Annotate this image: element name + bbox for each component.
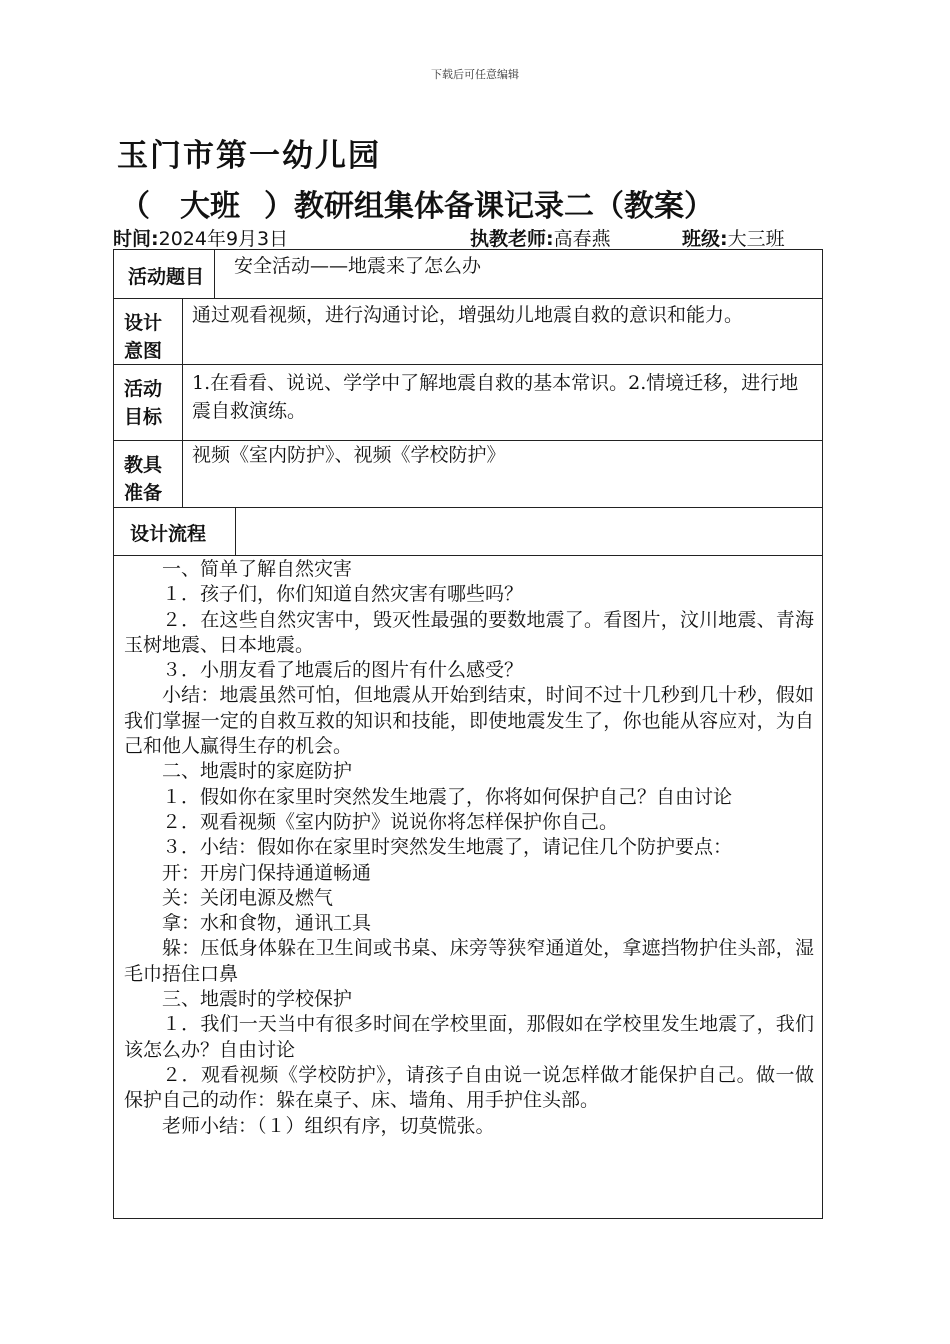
time-label: 时间:: [113, 228, 159, 250]
flow-paragraph: 老师小结：（１）组织有序，切莫慌张。: [162, 1114, 495, 1137]
goal-label-line2: 目标: [124, 406, 163, 428]
intent-label-line1: 设计: [124, 312, 163, 334]
intent-label-line2: 意图: [124, 340, 163, 362]
class-label: 班级:: [682, 228, 728, 250]
time-field: [113, 224, 288, 251]
intent-row: [114, 299, 822, 365]
teacher-field: [470, 224, 611, 251]
document-title: [112, 181, 824, 225]
topic-label: 活动题目: [114, 250, 215, 298]
goal-label-line1: 活动: [124, 378, 163, 400]
flow-header-row: [114, 508, 822, 556]
flow-paragraph: １．假如你在家里时突然发生地震了，你将如何保护自己？自由讨论: [162, 785, 733, 808]
flow-paragraph: 开：开房门保持通道畅通: [162, 861, 372, 884]
goal-row: [114, 365, 822, 441]
flow-paragraph: 拿：水和食物，通讯工具: [162, 912, 372, 935]
prep-label: [114, 441, 183, 507]
flow-paragraph: ３．小朋友看了地震后的图片有什么感受？: [162, 659, 524, 682]
prep-label-line1: 教具: [124, 454, 163, 476]
topic-value: 安全活动——地震来了怎么办: [234, 255, 482, 277]
class-value: 大三班: [727, 228, 785, 250]
flow-paragraph: １．孩子们，你们知道自然灾害有哪些吗？: [162, 583, 524, 606]
time-value: 2024年9月3日: [158, 228, 289, 250]
intent-value: 通过观看视频，进行沟通讨论，增强幼儿地震自救的意识和能力。: [192, 304, 744, 326]
topic-row: [114, 250, 822, 299]
download-note: 下载后可任意编辑: [431, 68, 519, 81]
flow-paragraph: ２．在这些自然灾害中，毁灭性最强的要数地震了。看图片，汶川地震、青海玉树地震、日本地震。: [124, 608, 814, 656]
flow-paragraph: 小结：地震虽然可怕，但地震从开始到结束，时间不过十几秒到几十秒，假如我们掌握一定的自救互救的知识和技能，即使地震发生了，你也能从容应对，为自己和他人赢得生存的机会。: [124, 684, 814, 758]
flow-paragraph: ３．小结：假如你在家里时突然发生地震了，请记住几个防护要点：: [162, 836, 733, 859]
flow-paragraph: 二、地震时的家庭防护: [162, 760, 353, 783]
meta-row: [113, 224, 825, 250]
lesson-plan-table: [113, 249, 823, 1219]
flow-paragraph: 一、简单了解自然灾害: [162, 558, 353, 580]
flow-paragraph: 关：关闭电源及燃气: [162, 886, 334, 909]
intent-label: [114, 299, 183, 364]
title-rest: ）教研组集体备课记录二（教案）: [264, 189, 714, 224]
title-open-paren: （: [120, 189, 150, 224]
teacher-label: 执教老师:: [470, 228, 554, 250]
flow-label: 设计流程: [114, 508, 236, 555]
goal-value: 1.在看看、说说、学学中了解地震自救的基本常识。2.情境迁移，进行地震自救演练。: [192, 372, 799, 422]
teacher-value: 高春燕: [553, 228, 611, 250]
flow-paragraph: ２．观看视频《室内防护》说说你将怎样保护你自己。: [162, 810, 619, 833]
flow-paragraph: １．我们一天当中有很多时间在学校里面，那假如在学校里发生地震了，我们该怎么办？自由讨论: [124, 1013, 814, 1061]
flow-paragraph: 三、地震时的学校保护: [162, 988, 353, 1011]
flow-body: [124, 557, 814, 1139]
prep-value: 视频《室内防护》、视频《学校防护》: [192, 444, 506, 466]
prep-row: [114, 441, 822, 508]
title-class-level: 大班: [180, 189, 240, 224]
school-name: 玉门市第一幼儿园: [117, 138, 381, 174]
goal-label: [114, 365, 183, 440]
flow-paragraph: 躲：压低身体躲在卫生间或书桌、床旁等狭窄通道处，拿遮挡物护住头部，湿毛巾捂住口鼻: [124, 937, 814, 985]
prep-label-line2: 准备: [124, 482, 163, 504]
flow-paragraph: ２．观看视频《学校防护》，请孩子自由说一说怎样做才能保护自己。做一做保护自己的动作：躲在桌子、床、墙角、用手护住头部。: [124, 1063, 814, 1112]
class-field: [682, 224, 785, 251]
